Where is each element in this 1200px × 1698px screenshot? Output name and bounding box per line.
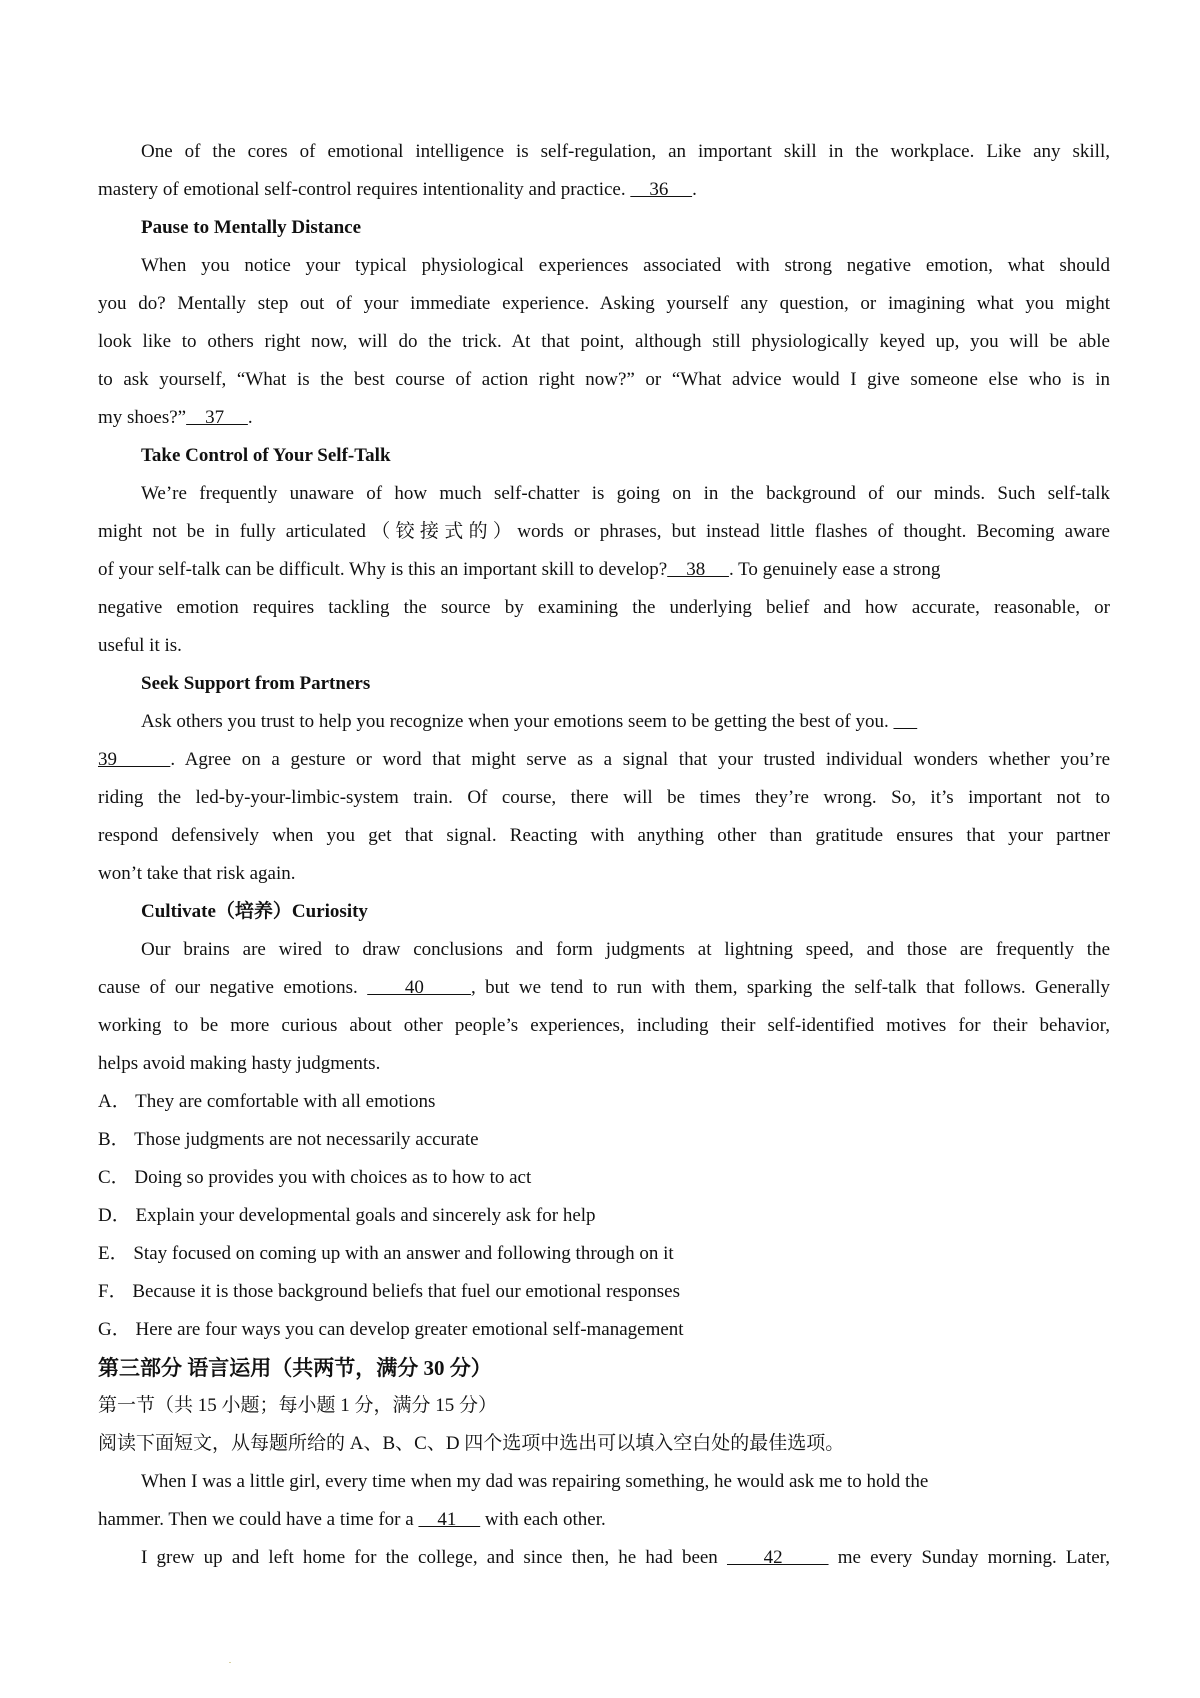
text-line <box>98 931 1110 969</box>
text-segment: F． Because it is those background beliefs that fuel our emotional responses <box>98 1281 681 1302</box>
text-segment: We’re frequently unaware of how much self-chatter is going on in the background of our minds. Such self-talk <box>141 483 1110 504</box>
text-line <box>98 513 1110 551</box>
text-segment: me every Sunday morning. Later, <box>828 1547 1110 1568</box>
text-segment: C． Doing so provides you with choices as to how to act <box>98 1167 532 1188</box>
answer-blank: 40 <box>367 977 471 998</box>
text-line <box>98 323 1110 361</box>
text-segment: 第一节（共 15 小题；每小题 1 分，满分 15 分） <box>98 1395 498 1416</box>
text-segment: . <box>247 407 253 428</box>
text-segment: respond defensively when you get that signal. Reacting with anything other than gratitude ensures that your partner <box>98 825 1110 846</box>
answer-blank: 39 <box>98 749 171 770</box>
text-segment: Pause to Mentally Distance <box>141 217 362 238</box>
section-heading <box>98 665 1110 703</box>
text-segment: working to be more curious about other people’s experiences, including their self-identified motives for their behavior, <box>98 1015 1110 1036</box>
text-segment: . To genuinely ease a strong <box>728 559 941 580</box>
text-line <box>98 171 1110 209</box>
text-segment: 第三部分 语言运用（共两节，满分 30 分） <box>98 1356 492 1380</box>
text-line <box>98 1235 1110 1273</box>
text-line <box>98 969 1110 1007</box>
text-line <box>98 399 1110 437</box>
text-line <box>98 855 1110 893</box>
section-heading <box>98 437 1110 475</box>
text-segment: won’t take that risk again. <box>98 863 296 884</box>
text-line <box>98 1083 1110 1121</box>
text-segment: my shoes?” <box>98 407 187 428</box>
text-segment: Seek Support from Partners <box>141 673 371 694</box>
text-segment: D． Explain your developmental goals and sincerely ask for help <box>98 1205 596 1226</box>
text-line <box>98 247 1110 285</box>
text-segment: might not be in fully articulated（铰接式的）words or phrases, but instead little flashes of thought. Becoming aware <box>98 521 1110 542</box>
text-line <box>98 1197 1110 1235</box>
text-line <box>98 1501 1110 1539</box>
text-segment: , but we tend to run with them, sparking the self-talk that follows. Generally <box>471 977 1111 998</box>
text-segment: A． They are comfortable with all emotions <box>98 1091 436 1112</box>
text-segment: useful it is. <box>98 635 182 656</box>
answer-blank: 37 <box>186 407 248 428</box>
part-heading <box>98 1349 1110 1387</box>
text-line <box>98 1463 1110 1501</box>
text-segment: riding the led-by-your-limbic-system train. Of course, there will be times they’re wrong. So, it’s important not to <box>98 787 1110 808</box>
text-segment: Our brains are wired to draw conclusions and form judgments at lightning speed, and those are frequently the <box>141 939 1110 960</box>
text-segment: Take Control of Your Self-Talk <box>141 445 391 466</box>
text-line <box>98 1159 1110 1197</box>
text-line <box>98 475 1110 513</box>
text-line <box>98 1045 1110 1083</box>
text-segment: to ask yourself, “What is the best course of action right now?” or “What advice would I give someone else who is in <box>98 369 1110 390</box>
text-segment: One of the cores of emotional intelligence is self-regulation, an important skill in the workplace. Like any skill, <box>141 141 1110 162</box>
page-speck <box>229 1662 231 1663</box>
text-line <box>98 741 1110 779</box>
text-line <box>98 1121 1110 1159</box>
answer-blank: 38 <box>667 559 729 580</box>
text-line <box>98 1007 1110 1045</box>
text-segment: G． Here are four ways you can develop greater emotional self-management <box>98 1319 684 1340</box>
answer-blank <box>893 711 917 732</box>
text-segment: with each other. <box>480 1509 606 1530</box>
text-line <box>98 1311 1110 1349</box>
text-segment: of your self-talk can be difficult. Why is this an important skill to develop? <box>98 559 668 580</box>
text-segment: you do? Mentally step out of your immediate experience. Asking yourself any question, or imagining what you might <box>98 293 1110 314</box>
text-line <box>98 551 1110 589</box>
text-segment: . Agree on a gesture or word that might serve as a signal that your trusted individual wonders whether you’re <box>170 749 1111 770</box>
text-segment: When you notice your typical physiological experiences associated with strong negative emotion, what should <box>141 255 1110 276</box>
text-line <box>98 1387 1110 1425</box>
text-segment: I grew up and left home for the college, and since then, he had been <box>141 1547 727 1568</box>
text-line <box>98 361 1110 399</box>
text-line <box>98 285 1110 323</box>
text-line <box>98 589 1110 627</box>
text-segment: helps avoid making hasty judgments. <box>98 1053 381 1074</box>
text-segment: When I was a little girl, every time when my dad was repairing something, he would ask me to hold the <box>141 1471 929 1492</box>
text-segment: B． Those judgments are not necessarily accurate <box>98 1129 479 1150</box>
text-line <box>98 133 1110 171</box>
answer-blank: 42 <box>726 1547 829 1568</box>
text-line <box>98 1539 1110 1577</box>
text-line <box>98 627 1110 665</box>
text-line <box>98 1425 1110 1463</box>
text-segment: look like to others right now, will do the trick. At that point, although still physiologically keyed up, you will be able <box>98 331 1110 352</box>
section-heading <box>98 209 1110 247</box>
section-heading <box>98 893 1110 931</box>
text-segment: . <box>692 179 697 200</box>
text-segment: Cultivate（培养）Curiosity <box>141 901 368 922</box>
text-line <box>98 779 1110 817</box>
answer-blank: 36 <box>630 179 693 200</box>
text-segment: 阅读下面短文，从每题所给的 A、B、C、D 四个选项中选出可以填入空白处的最佳选项。 <box>98 1433 845 1454</box>
text-segment: cause of our negative emotions. <box>98 977 368 998</box>
text-segment: mastery of emotional self-control requires intentionality and practice. <box>98 179 631 200</box>
document-page <box>98 133 1110 1577</box>
text-line <box>98 1273 1110 1311</box>
text-segment: negative emotion requires tackling the source by examining the underlying belief and how accurate, reasonable, or <box>98 597 1110 618</box>
text-line <box>98 817 1110 855</box>
text-line <box>98 703 1110 741</box>
text-segment: Ask others you trust to help you recognize when your emotions seem to be getting the best of you. <box>141 711 894 732</box>
text-segment: hammer. Then we could have a time for a <box>98 1509 419 1530</box>
text-segment: E． Stay focused on coming up with an answer and following through on it <box>98 1243 674 1264</box>
answer-blank: 41 <box>418 1509 481 1530</box>
